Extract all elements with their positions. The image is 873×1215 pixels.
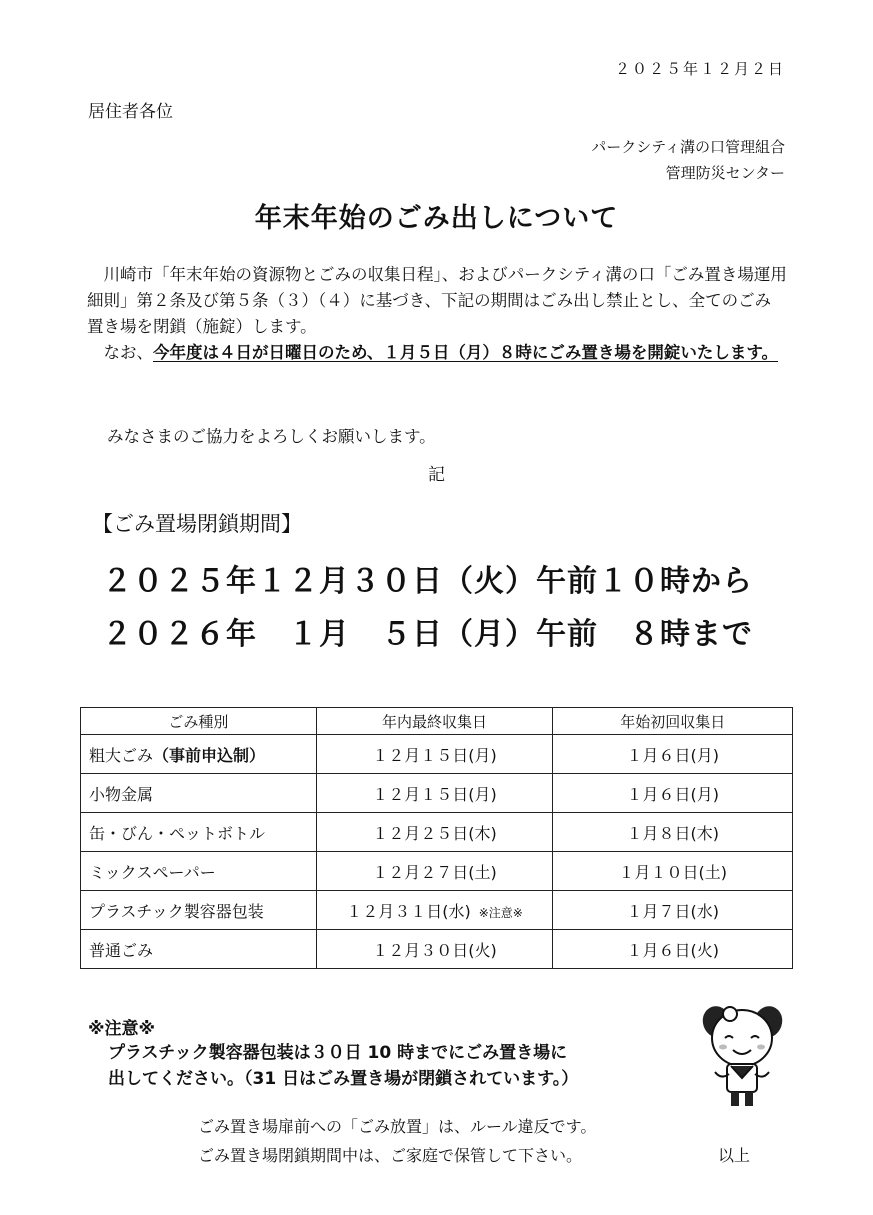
ki-mark: 記 — [428, 465, 445, 485]
table-row — [81, 735, 793, 774]
closure-start: ２０２５年１２月３０日（火）午前１０時から — [102, 564, 753, 599]
table-row — [81, 774, 793, 813]
row-category: 小物金属 — [81, 774, 317, 813]
row-first-date: １月６日(月) — [553, 735, 793, 774]
mascot-character-icon — [695, 1000, 790, 1110]
category-note: （事前申込制） — [153, 745, 266, 765]
last-date-value: １２月３１日(水) — [346, 901, 471, 921]
sender-dept: 管理防災センター — [665, 164, 785, 182]
row-first-date: １月６日(火) — [553, 930, 793, 969]
row-category — [81, 735, 317, 774]
schedule-table — [80, 707, 793, 969]
row-last-date: １２月２７日(土) — [316, 852, 553, 891]
header-first-collection: 年始初回収集日 — [553, 708, 793, 735]
last-date-note: ※注意※ — [478, 905, 523, 920]
body-text — [87, 262, 787, 366]
addressee: 居住者各位 — [88, 102, 173, 122]
notice-heading: ※注意※ — [88, 1019, 156, 1039]
row-last-date: １２月２５日(木) — [316, 813, 553, 852]
table-row — [81, 852, 793, 891]
body-paragraph-2 — [87, 340, 787, 366]
footer-line-2: ごみ置き場閉鎖期間中は、ご家庭で保管して下さい。 — [198, 1146, 583, 1165]
notice-line-2: 出してください。（31 日はごみ置き場が閉鎖されています。） — [108, 1069, 579, 1089]
header-category: ごみ種別 — [81, 708, 317, 735]
row-last-date — [316, 891, 553, 930]
row-first-date: １月８日(木) — [553, 813, 793, 852]
body-paragraph-1: 川崎市「年末年始の資源物とごみの収集日程」、およびパークシティ溝の口「ごみ置き場運用細則」第２条及び第５条（３）（４）に基づき、下記の期間はごみ出し禁止とし、全てのごみ置き場を閉鎖（施錠）します。 — [87, 265, 787, 336]
table-row — [81, 930, 793, 969]
end-mark: 以上 — [718, 1146, 751, 1165]
row-last-date: １２月３０日(火) — [316, 930, 553, 969]
closure-end: ２０２６年 １月 ５日（月）午前 ８時まで — [102, 617, 753, 652]
closure-heading: 【ごみ置場閉鎖期間】 — [92, 512, 302, 536]
row-first-date: １月７日(水) — [553, 891, 793, 930]
row-last-date: １２月１５日(月) — [316, 774, 553, 813]
table-row — [81, 891, 793, 930]
notice-line-1: プラスチック製容器包装は３０日 10 時までにごみ置き場に — [108, 1043, 568, 1063]
closing-remark: みなさまのご協力をよろしくお願いします。 — [107, 427, 436, 446]
row-category: ミックスペーパー — [81, 852, 317, 891]
table-header-row — [81, 708, 793, 735]
row-first-date: １月６日(月) — [553, 774, 793, 813]
header-last-collection: 年内最終収集日 — [316, 708, 553, 735]
document-date: ２０２５年１２月２日 — [614, 60, 785, 78]
page-title: 年末年始のごみ出しについて — [254, 203, 619, 234]
table-row — [81, 813, 793, 852]
body-paragraph-2-emphasis: 今年度は４日が日曜日のため、１月５日（月）８時にごみ置き場を開錠いたします。 — [153, 343, 779, 362]
row-category: 普通ごみ — [81, 930, 317, 969]
category-label: 粗大ごみ — [89, 745, 154, 765]
row-first-date: １月１０日(土) — [553, 852, 793, 891]
row-last-date: １２月１５日(月) — [316, 735, 553, 774]
row-category: プラスチック製容器包装 — [81, 891, 317, 930]
sender-org: パークシティ溝の口管理組合 — [591, 138, 785, 156]
footer-line-1: ごみ置き場扉前への「ごみ放置」は、ルール違反です。 — [198, 1117, 597, 1136]
body-paragraph-2-prefix: なお、 — [103, 343, 153, 362]
row-category: 缶・びん・ペットボトル — [81, 813, 317, 852]
